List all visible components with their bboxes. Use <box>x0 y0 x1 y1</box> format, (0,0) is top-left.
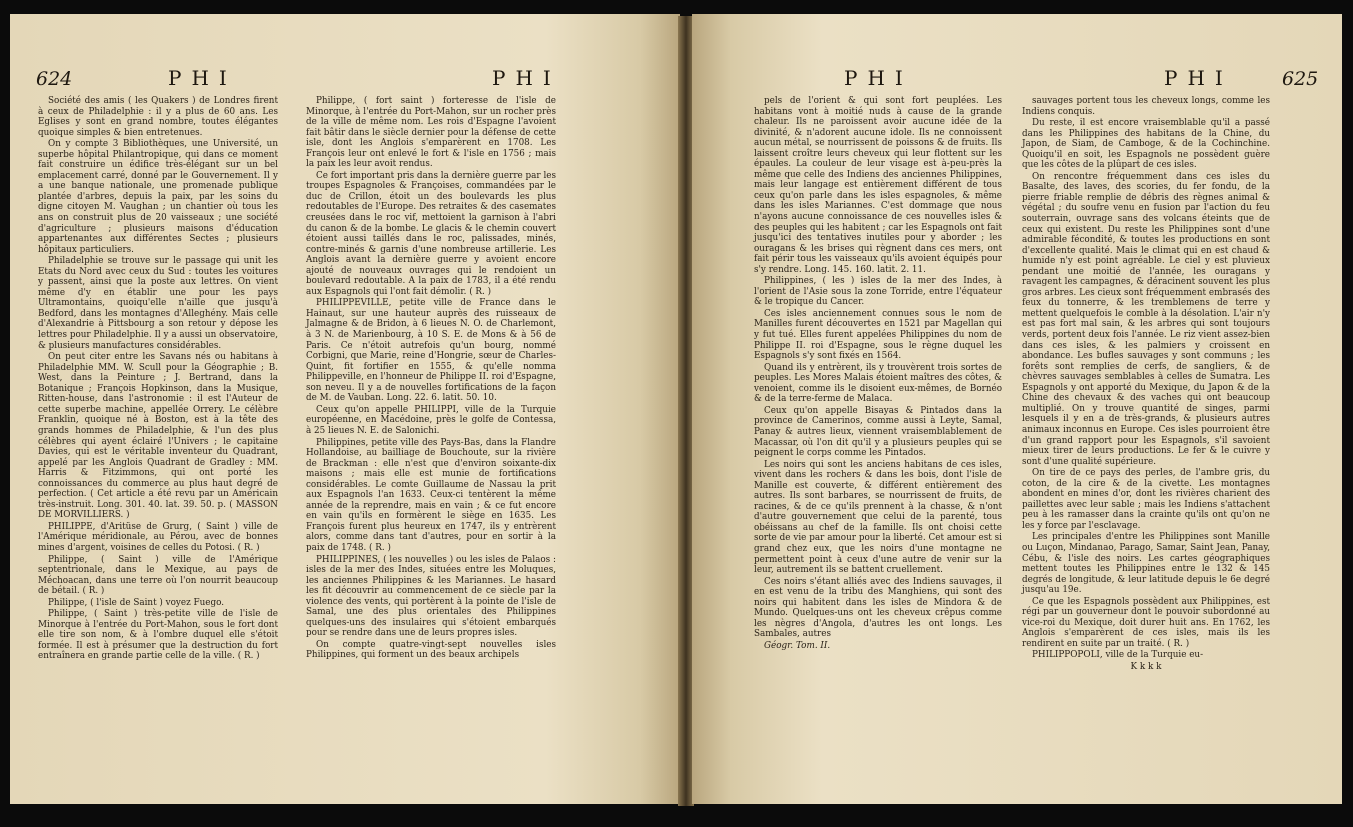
text-column-2 <box>306 96 556 662</box>
running-head-left: PHI <box>168 66 237 90</box>
text-column-1 <box>38 96 278 663</box>
right-page <box>692 14 1342 804</box>
paragraph: Ceux qu'on appelle Bisayas & Pintados dans la province de Camerinos, comme aussi à Leyte, Samal, Panay & autres lieux, viennent vraisemblablement de Macassar, où l'on dit qu'il y a plusieurs peuples qui se peignent le corps comme les Pintados. <box>754 405 1002 459</box>
paragraph: Ce que les Espagnols possèdent aux Philippines, est régi par un gouverneur dont le pouvoir subordonné au vice-roi du Mexique, doit durer huit ans. En 1762, les Anglois s'emparèrent de ces isles, mais ils les rendirent en suite par un traité. ( R. ) <box>1022 596 1270 649</box>
paragraph: Philippe, ( fort saint ) forteresse de l'isle de Minorque, à l'entrée du Port-Mahon, sur un rocher près de la ville de même nom. Les rois d'Espagne l'avoient fait bâtir dans le siècle dernier pour la défense de cette isle, dont les Anglois s'emparèrent en 1708. Les François leur ont enlevé le fort & l'isle en 1756 ; mais la paix les leur avoit rendus. <box>306 96 556 170</box>
paragraph: On tire de ce pays des perles, de l'ambre gris, du coton, de la cire & de la civette. Les montagnes abondent en mines d'or, dont les rivières charient des paillettes avec leur sable ; mais les Indiens s'attachent peu à les ramasser dans la crainte qu'ils ont qu'on ne les y force par l'esclavage. <box>1022 468 1270 531</box>
paragraph: PHILIPPEVILLE, petite ville de France dans le Hainaut, sur une hauteur auprès des ruisseaux de Jalmagne & de Bridon, à 6 lieues N. O. de Charlemont, à 3 N. de Marienbourg, à 10 S. E. de Mons & à 56 de Paris. Ce n'étoit autrefois qu'un bourg, nommé Corbigni, que Marie, reine d'Hongrie, sœur de Charles-Quint, fit fortifier en 1555, & qu'elle nomma Philippeville, en l'honneur de Philippe II. roi d'Espagne, son neveu. Il y a de nouvelles fortifications de la façon de M. de Vauban. Long. 22. 6. latit. 50. 10. <box>306 298 556 404</box>
paragraph: Les noirs qui sont les anciens habitans de ces isles, vivent dans les rochers & dans les bois, dont l'isle de Manille est couverte, & différent entièrement des autres. Ils sont barbares, se nourrissent de fruits, de racines, & de ce qu'ils prennent à la chasse, & n'ont d'autre gouvernement que celui de la parenté, tous obéissans au chef de la famille. Ils ont choisi cette sorte de vie par amour pour la liberté. Cet amour est si grand chez eux, que les noirs d'une montagne ne permettent point à ceux d'une autre de venir sur la leur, autrement ils se battent cruellement. <box>754 459 1002 576</box>
paragraph: sauvages portent tous les cheveux longs, comme les Indiens conquis. <box>1022 96 1270 117</box>
paragraph: Quand ils y entrèrent, ils y trouvèrent trois sortes de peuples. Les Mores Malais étoient maîtres des côtes, & venoient, comme ils le disoient eux-mêmes, de Bornéo & de la terre-ferme de Malaca. <box>754 362 1002 405</box>
page-number: 625 <box>1282 68 1319 90</box>
paragraph: Philippe, ( Saint ) très-petite ville de l'isle de Minorque à l'entrée du Port-Mahon, sous le fort dont elle tire son nom, & à l'ombre duquel elle s'étoit formée. Il est à présumer que la destruction du fort entraînera en grande partie celle de la ville. ( R. ) <box>38 609 278 662</box>
paragraph: PHILIPPE, d'Aritüse de Grurg, ( Saint ) ville de l'Amérique méridionale, au Pérou, avec de bonnes mines d'argent, voisines de celles du Potosi. ( R. ) <box>38 521 278 553</box>
text-column-2 <box>1022 96 1270 674</box>
paragraph: Du reste, il est encore vraisemblable qu'il a passé dans les Philippines des habitans de la Chine, du Japon, de Siam, de Camboge, & de la Cochinchine. Quoiqu'il en soit, les Espagnols ne possèdent guère que les côtes de la plûpart de ces isles. <box>1022 118 1270 171</box>
paragraph: On peut citer entre les Savans nés ou habitans à Philadelphie MM. W. Scull pour la Géographie ; B. West, dans la Peinture ; J. Bertrand, dans la Botanique ; François Hopkinson, dans la Musique, Ritten-house, dans l'astronomie : il est l'Auteur de cette superbe machine, appellée Orrery. Le célèbre Franklin, quoique né à Boston, est à la tête des grands hommes de Philadelphie, & l'un des plus célèbres qui ayent éclairé l'Univers ; le capitaine Davies, qui est le véritable inventeur du Quadrant, appelé par les Anglois Quadrant de Gradley : MM. Harris & Fitzimmons, qui ont porté les connoissances du commerce au plus haut degré de perfection. ( Cet article a été revu par un Américain très-instruit. Long. 301. 40. lat. 39. 50. p. ( MASSON DE MORVILLIERS. ) <box>38 352 278 521</box>
paragraph: PHILIPPINES, ( les nouvelles ) ou les isles de Palaos : isles de la mer des Indes, situées entre les Moluques, les anciennes Philippines & les Mariannes. Le hasard les fit découvrir au commencement de ce siècle par la violence des vents, qui portèrent à la pointe de l'isle de Samal, une des plus orientales des Philippines quelques-uns des insulaires qui s'étoient embarqués pour se rendre dans une de leurs propres isles. <box>306 554 556 639</box>
paragraph: Les principales d'entre les Philippines sont Manille ou Luçon, Mindanao, Parago, Samar, Saint Jean, Panay, Cébu, & l'isle des noirs. Les cartes géographiques mettent toutes les Philippines entre le 132 & 145 degrés de longitude, & leur latitude depuis le 6e degré jusqu'au 19e. <box>1022 532 1270 596</box>
left-page <box>10 14 680 804</box>
paragraph: Philippines, petite ville des Pays-Bas, dans la Flandre Hollandoise, au bailliage de Bouchoute, sur la rivière de Brackman : elle n'est que d'environ soixante-dix maisons ; mais elle est munie de fortifications considérables. Le comte Guillaume de Nassau la prit aux Espagnols l'an 1633. Ceux-ci tentèrent la même année de la reprendre, mais en vain ; & ce fut encore en vain qu'ils en formèrent le siège en 1635. Les François furent plus heureux en 1747, ils y entrèrent alors, comme dans tant d'autres, pour en sortir à la paix de 1748. ( R. ) <box>306 437 556 553</box>
paragraph: Société des amis ( les Quakers ) de Londres firent à ceux de Philadelphie : il y a plus de 60 ans. Les Eglises y sont en grand nombre, toutes élégantes quoique simples & bien entretenues. <box>38 96 278 138</box>
signature-mark: K k k k <box>1130 661 1162 672</box>
paragraph: Ce fort important pris dans la dernière guerre par les troupes Espagnoles & Françoises, commandées par le duc de Crillon, étoit un des boulevards les plus redoutables de l'Europe. Des retraites & des casemates creusées dans le roc vif, mettoient la garnison à l'abri du canon & de la bombe. Le glacis & le chemin couvert étoient aussi taillés dans le roc, palissades, minés, contre-minés & garnis d'une nombreuse artillerie. Les Anglois avant la dernière guerre y avoient encore ajouté de nouveaux ouvrages qui le rendoient un boulevard redoutable. A la paix de 1783, il a été rendu aux Espagnols qui l'ont fait démolir. ( R. ) <box>306 170 556 297</box>
paragraph: Philippe, ( l'isle de Saint ) voyez Fuego. <box>48 597 225 608</box>
paragraph: Ceux qu'on appelle PHILIPPI, ville de la Turquie européenne, en Macédoine, près le golfe de Contessa, à 25 lieues N. E. de Salonichi. <box>306 404 556 436</box>
running-head-right: PHI <box>492 66 561 90</box>
paragraph: On rencontre fréquemment dans ces isles du Basalte, des laves, des scories, du fer fondu, de la pierre friable remplie de débris des règnes animal & végétal ; du soufre venu en fusion par l'action du feu souterrain, ouvrage sans des volcans éteints que de ceux qui existent. Du reste les Philippines sont d'une admirable fécondité, & toutes les productions en sont d'excellente qualité. Mais le climat qui en est chaud & humide n'y est point agréable. Le ciel y est pluvieux pendant une moitié de l'année, les ouragans y ravagent les campagnes, & déracinent souvent les plus gros arbres. Les cieux sont fréquemment embrasés des feux du tonnerre, & les tremblemens de terre y mettent quelquefois le comble à la désolation. L'air n'y est pas fort mal sain, & les arbres qui sont toujours verds, portent deux fois l'année. Le riz vient assez-bien dans ces isles, & les palmiers y croissent en abondance. Les bufles sauvages y sont communs ; les forêts sont remplies de cerfs, de sangliers, & de chèvres sauvages semblables à celles de Sumatra. Les Espagnols y ont apporté du Mexique, du Japon & de la Chine des chevaux & des vaches qui ont beaucoup multiplié. On y trouve quantité de singes, parmi lesquels il y en a de très-grands, & plusieurs autres animaux inconnus en Europe. Ces isles pourroient être d'un grand rapport pour les Espagnols, s'il savoient mieux tirer de leurs productions. Le fer & le cuivre y sont d'une qualité supérieure. <box>1022 171 1270 467</box>
footer-volume: Géogr. Tom. II. <box>764 640 831 651</box>
paragraph: Philippines, ( les ) isles de la mer des Indes, à l'orient de l'Asie sous la zone Torride, entre l'équateur & le tropique du Cancer. <box>754 276 1002 308</box>
paragraph: Ces isles anciennement connues sous le nom de Manilles furent découvertes en 1521 par Magellan qui y fut tué. Elles furent appelées Philippines du nom de Philippe II. roi d'Espagne, sous le règne duquel les Espagnols s'y sont fixés en 1564. <box>754 308 1002 362</box>
running-head-right: PHI <box>1164 66 1233 90</box>
paragraph: On y compte 3 Bibliothèques, une Université, un superbe hôpital Philantropique, qui dans ce moment fait construire un édifice très-élégant sur un bel emplacement carré, donné par le Gouvernement. Il y a une banque nationale, une promenade publique plantée d'arbres, depuis la paix, par les soins du digne citoyen M. Vaughan ; un chantier où tous les ans on construit plus de 20 vaisseaux ; une société d'agriculture ; plusieurs maisons d'éducation appartenantes aux différentes Sectes ; plusieurs hôpitaux particuliers. <box>38 139 278 255</box>
running-head-left: PHI <box>844 66 913 90</box>
paragraph: Philadelphie se trouve sur le passage qui unit les Etats du Nord avec ceux du Sud : toutes les voitures y passent, ainsi que la poste aux lettres. On vient même d'y en établir une pour les pays Ultramontains, quoiqu'elle n'aille que jusqu'à Bedford, dans les montagnes d'Alleghény. Mais celle d'Alexandrie à Pittsbourg a son retour y dépose les lettres pour Philadelphie. Il y a aussi un observatoire, & plusieurs manufactures considérables. <box>38 256 278 351</box>
paragraph: PHILIPPOPOLI, ville de la Turquie eu- <box>1032 650 1204 661</box>
page-number: 624 <box>36 68 73 90</box>
paragraph: Ces noirs s'étant alliés avec des Indiens sauvages, il en est venu de la tribu des Manghiens, qui sont des noirs qui habitent dans les isles de Mindora & de Mundo. Quelques-uns ont les cheveux crêpus comme les nègres d'Angola, d'autres les ont longs. Les Sambales, autres <box>754 576 1002 640</box>
paragraph: pels de l'orient & qui sont fort peuplées. Les habitans vont à moitié nuds à cause de la grande chaleur. Ils ne paroissent avoir aucune idée de la divinité, & n'adorent aucune idole. Ils ne connoissent aucun métal, se nourrissent de poissons & de fruits. Ils laissent croître leurs cheveux qui leur flottent sur les épaules. La couleur de leur visage est à-peu-près la même que celle des Indiens des anciennes Philippines, mais leur langage est entièrement différent de tous ceux qu'on parle dans les isles espagnoles, & même dans les isles Mariannes. C'est dommage que nous n'ayons aucune connoissance de ces nouvelles isles & des peuples qui les habitent ; car les Espagnols ont fait jusqu'ici des tentatives inutiles pour y aborder ; les ouragans & les brises qui règnent dans ces mers, ont fait périr tous les vaisseaux qu'ils avoient équipés pour s'y rendre. Long. 145. 160. latit. 2. 11. <box>754 96 1002 275</box>
paragraph: On compte quatre-vingt-sept nouvelles isles Philippines, qui forment un des beaux archipels <box>306 639 556 661</box>
text-column-1 <box>754 96 1002 652</box>
paragraph: Philippe, ( Saint ) ville de l'Amérique septentrionale, dans le Mexique, au pays de Méchoacan, dans une terre où l'on nourrit beaucoup de bétail. ( R. ) <box>38 554 278 597</box>
open-book <box>10 4 1346 819</box>
